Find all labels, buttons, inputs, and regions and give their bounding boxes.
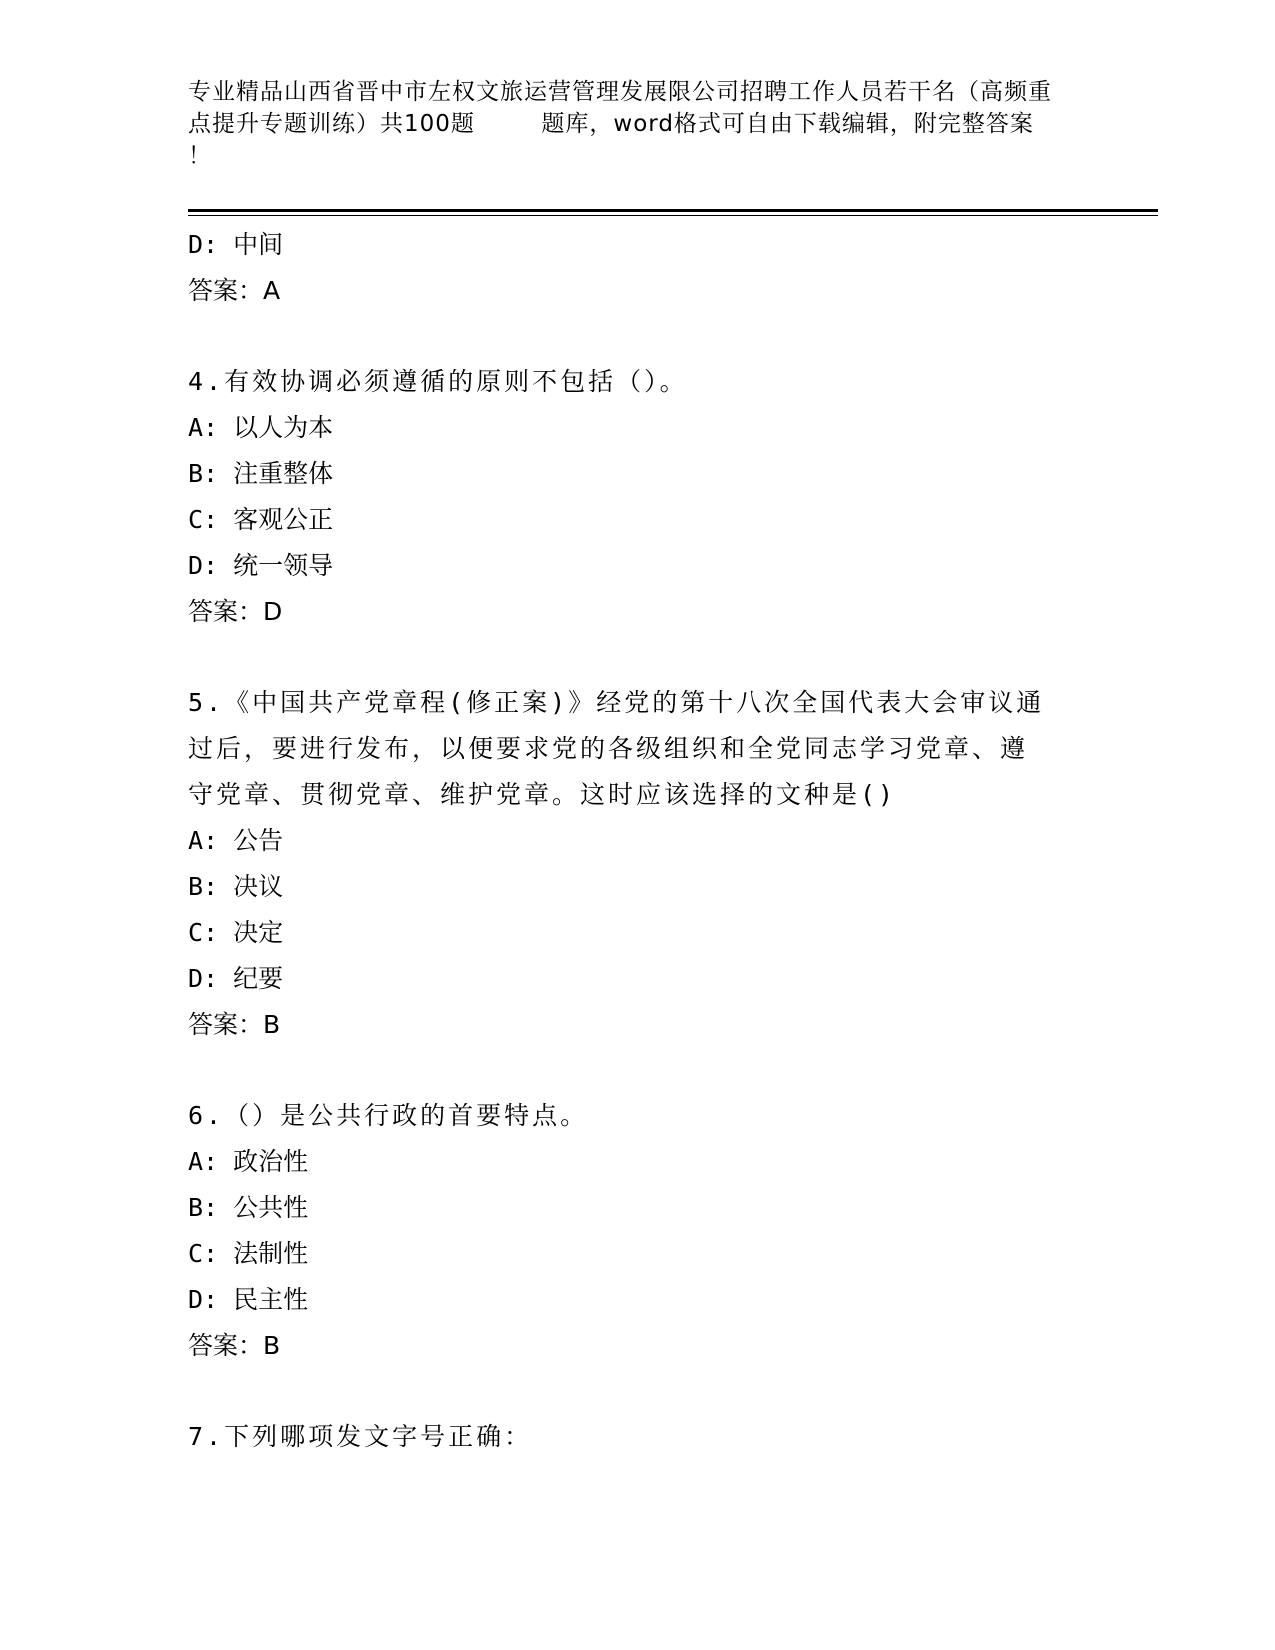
answer-line: 答案：B	[188, 1010, 281, 1039]
header-divider-thick	[188, 209, 1158, 212]
option-b: B: 决议	[188, 872, 284, 901]
option-c: C: 客观公正	[188, 505, 334, 534]
question-5-text-line-3: 守党章、贯彻党章、维护党章。这时应该选择的文种是()	[188, 780, 897, 809]
question-list	[188, 222, 1088, 1460]
option-a: A: 以人为本	[188, 413, 334, 442]
question-5-text-line-1: 5.《中国共产党章程(修正案)》经党的第十八次全国代表大会审议通	[188, 688, 1045, 717]
option-a: A: 政治性	[188, 1147, 309, 1176]
question-6-text: 6.（）是公共行政的首要特点。	[188, 1101, 589, 1130]
answer-line: 答案：A	[188, 276, 281, 305]
answer-line: 答案：B	[188, 1331, 281, 1360]
option-d: D: 统一领导	[188, 551, 334, 580]
question-4-text: 4.有效协调必须遵循的原则不包括（）。	[188, 367, 688, 396]
option-a: A: 公告	[188, 826, 284, 855]
question-7-text: 7.下列哪项发文字号正确：	[188, 1422, 533, 1451]
option-b: B: 公共性	[188, 1193, 309, 1222]
option-d: D: 中间	[188, 230, 284, 259]
option-b: B: 注重整体	[188, 459, 334, 488]
option-d: D: 民主性	[188, 1285, 309, 1314]
header-title-line-3: ！	[188, 143, 212, 169]
answer-line: 答案：D	[188, 597, 283, 626]
option-d: D: 纪要	[188, 964, 284, 993]
question-5-text-line-2: 过后，要进行发布，以便要求党的各级组织和全党同志学习党章、遵	[188, 734, 1029, 763]
option-c: C: 决定	[188, 918, 284, 947]
header-title-line-2: 点提升专题训练）共100题 题库，word格式可自由下载编辑，附完整答案	[188, 111, 1034, 137]
document-header	[188, 76, 1088, 172]
header-divider-thin	[188, 215, 1158, 216]
option-c: C: 法制性	[188, 1239, 309, 1268]
header-title-line-1: 专业精品山西省晋中市左权文旅运营管理发展限公司招聘工作人员若干名（高频重	[188, 79, 1052, 105]
